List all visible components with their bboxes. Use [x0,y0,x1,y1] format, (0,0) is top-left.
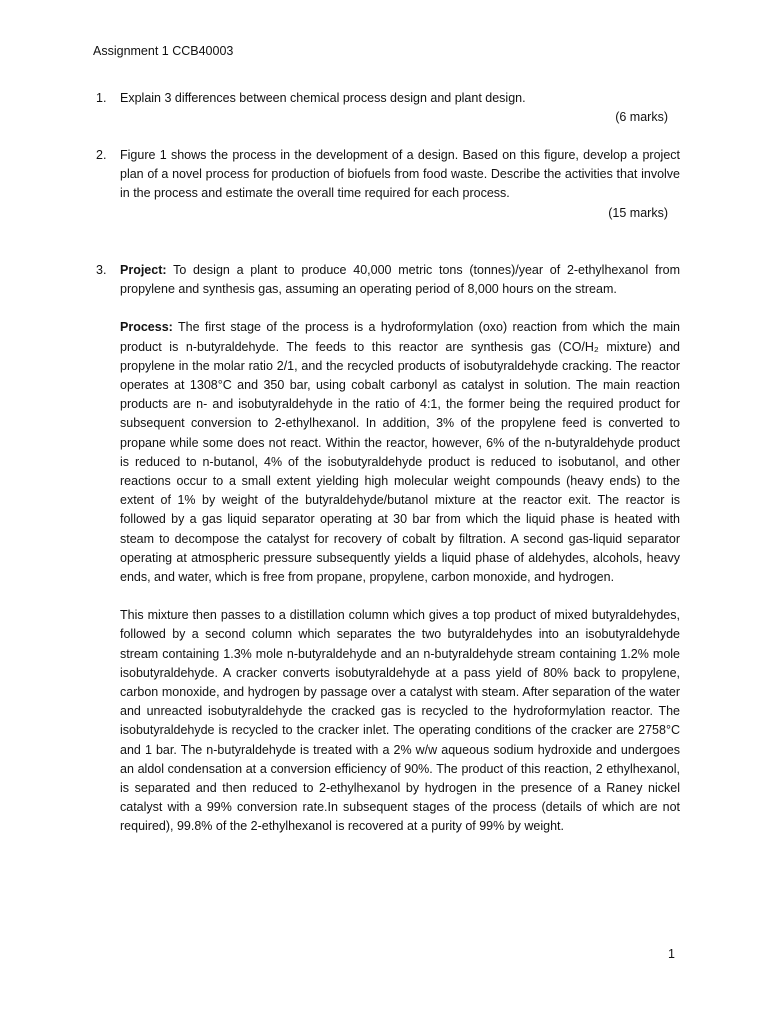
project-label: Project: [120,263,167,277]
assignment-header: Assignment 1 CCB40003 [93,44,234,58]
question-marks: (15 marks) [608,205,668,220]
question-number: 2. [96,148,107,162]
process-label: Process: [120,320,173,335]
process-paragraph [120,318,680,587]
page-number: 1 [668,947,675,961]
question-marks: (6 marks) [615,110,668,125]
question-number: 3. [96,263,107,277]
question-2 [96,146,680,223]
distillation-paragraph: This mixture then passes to a distillation column which gives a top product of mixed butyraldehydes, followed by a second column which separates the two butyraldehydes into an isobutyraldehyde stream containing 1.3% mole n-butyraldehyde and an n-butyraldehyde stream containing 1.2% mole isobutyraldehyde. A cracker converts isobutyraldehyde at a pass yield of 80% back to propylene, carbon monoxide, and hydrogen by passage over a catalyst with steam. After separation of the water and unreacted isobutyraldehyde the cracked gas is recycled to the hydroformylation reactor. The isobutyraldehyde is recycled to the cracker inlet. The operating conditions of the cracker are 2758°C and 1 bar. The n-butyraldehyde is treated with a 2% w/w aqueous sodium hydroxide and undergoes an aldol condensation at a conversion efficiency of 90%. The product of this reaction, 2 ethylhexanol, is separated and then reduced to 2-ethylhexanol by hydrogen in the presence of a Raney nickel catalyst with a 99% conversion rate.In subsequent stages of the process (details of which are not required), 99.8% of the 2-ethylhexanol is recovered at a purity of 99% by weight. [120,608,680,834]
project-paragraph [120,261,680,299]
question-text: Figure 1 shows the process in the development of a design. Based on this figure, develop a project plan of a novel process for production of biofuels from food waste. Describe the activities that involve in the process and estimate the overall time required for each process. [120,148,680,201]
question-3 [96,261,680,837]
question-text: Explain 3 differences between chemical process design and plant design. [120,91,526,105]
process-text: The first stage of the process is a hydroformylation (oxo) reaction from which the main product is n-butyraldehyde. The feeds to this reactor are synthesis gas (CO/H₂ mixture) and propylene in the molar ratio 2/1, and the recycled products of isobutyraldehyde cracking. The reactor operates at 1308°C and 350 bar, using cobalt carbonyl as catalyst in solution. The main reaction products are n- and isobutyraldehyde in the ratio of 4:1, the former being the required product for subsequent conversion to 2-ethylhexanol. In addition, 3% of the propylene feed is converted to propane while some does not react. Within the reactor, however, 6% of the n-butyraldehyde product is reduced to n-butanol, 4% of the isobutyraldehyde product is reduced to isobutanol, and other reactions occur to a small extent yielding high molecular weight compounds (heavy ends) to the extent of 1% by weight of the butyraldehyde/butanol mixture at the reactor exit. The reactor is followed by a gas liquid separator operating at 30 bar from which the liquid phase is heated with steam to decompose the catalyst for recovery of cobalt by filtration. A second gas-liquid separator operating at atmospheric pressure subsequently yields a liquid phase of aldehydes, alcohols, heavy ends, and water, which is free from propane, propylene, carbon monoxide, and hydrogen. [120,320,680,585]
project-text: To design a plant to produce 40,000 metric tons (tonnes)/year of 2-ethylhexanol from propylene and synthesis gas, assuming an operating period of 8,000 hours on the stream. [120,263,680,297]
question-number: 1. [96,91,107,105]
question-1 [96,89,680,127]
